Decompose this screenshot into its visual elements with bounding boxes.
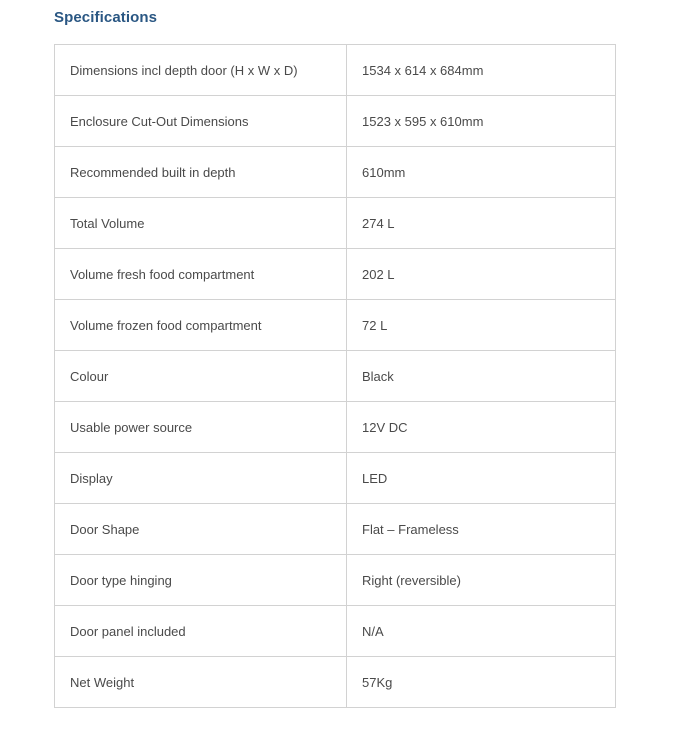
table-row [55, 300, 616, 351]
spec-value: Flat – Frameless [347, 504, 616, 555]
table-row [55, 402, 616, 453]
table-row [55, 606, 616, 657]
spec-value: 12V DC [347, 402, 616, 453]
spec-value: LED [347, 453, 616, 504]
spec-label: Usable power source [55, 402, 347, 453]
table-row [55, 555, 616, 606]
table-row [55, 453, 616, 504]
spec-label: Door type hinging [55, 555, 347, 606]
table-row [55, 657, 616, 708]
table-row [55, 198, 616, 249]
spec-value: 57Kg [347, 657, 616, 708]
table-row [55, 96, 616, 147]
spec-label: Net Weight [55, 657, 347, 708]
specifications-table [54, 44, 616, 708]
spec-value: 610mm [347, 147, 616, 198]
spec-label: Total Volume [55, 198, 347, 249]
table-row [55, 249, 616, 300]
spec-label: Colour [55, 351, 347, 402]
spec-label: Volume fresh food compartment [55, 249, 347, 300]
table-row [55, 351, 616, 402]
table-row [55, 45, 616, 96]
spec-label: Display [55, 453, 347, 504]
spec-value: 1523 x 595 x 610mm [347, 96, 616, 147]
spec-value: 1534 x 614 x 684mm [347, 45, 616, 96]
page-title: Specifications [54, 9, 158, 26]
spec-value: 72 L [347, 300, 616, 351]
table-row [55, 504, 616, 555]
table-row [55, 147, 616, 198]
spec-label: Door panel included [55, 606, 347, 657]
spec-value: Right (reversible) [347, 555, 616, 606]
spec-label: Recommended built in depth [55, 147, 347, 198]
spec-value: 274 L [347, 198, 616, 249]
spec-label: Enclosure Cut-Out Dimensions [55, 96, 347, 147]
spec-value: 202 L [347, 249, 616, 300]
spec-value: N/A [347, 606, 616, 657]
spec-label: Door Shape [55, 504, 347, 555]
spec-value: Black [347, 351, 616, 402]
spec-label: Dimensions incl depth door (H x W x D) [55, 45, 347, 96]
spec-label: Volume frozen food compartment [55, 300, 347, 351]
